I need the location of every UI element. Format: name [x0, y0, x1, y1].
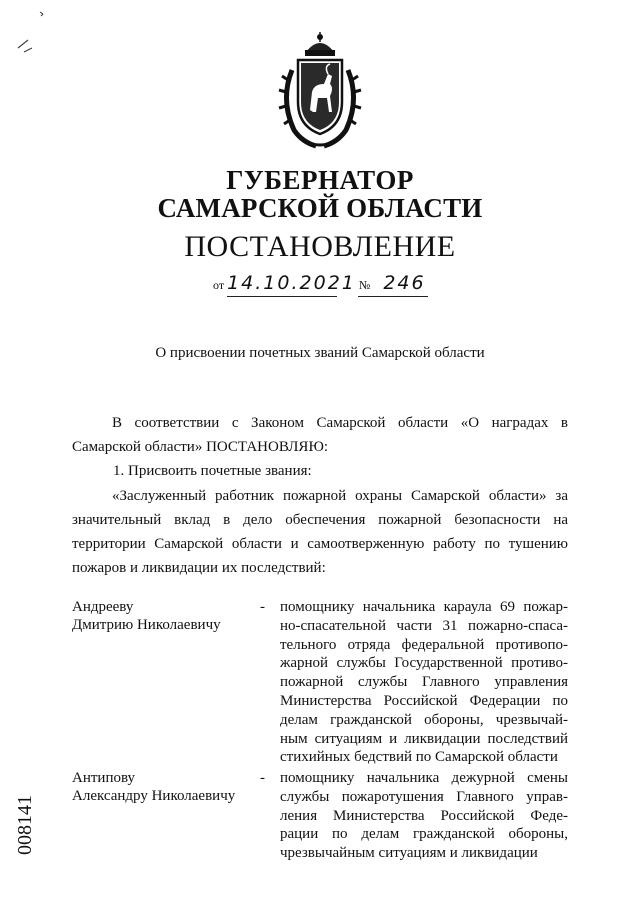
- authority-title-line2: САМАРСКОЙ ОБЛАСТИ: [157, 193, 483, 223]
- awardee-name: [72, 769, 235, 805]
- awardee-given-names: Александру Николаевичу: [72, 788, 236, 804]
- handwritten-date: 14.10.2021: [227, 272, 356, 294]
- entry-dash: -: [260, 599, 265, 615]
- entry-dash: -: [260, 770, 265, 786]
- awardee-name: [72, 598, 221, 634]
- awardee-surname: Андрееву: [72, 599, 134, 615]
- awardee-position: помощнику начальника караула 69 пожар-но-спасательной части 31 пожарно-спаса-тельного отряда федеральной противопо-жарной службы Государственной противо-пожарной службы Главного управления Министерства Российской Федерации по делам гражданской обороны, чрезвычай-ным ситуациям и ликвидации последствий стихийных бедствий по Самарской области: [280, 599, 568, 766]
- date-number-line: [213, 272, 426, 294]
- date-prefix: от: [213, 278, 225, 292]
- preamble-paragraph: В соответствии с Законом Самарской области «О наградах в Самарской области» ПОСТАНОВЛЯЮ:: [72, 415, 568, 455]
- date-underline: [227, 296, 337, 297]
- handwritten-number: 246: [383, 272, 426, 294]
- awardee-surname: Антипову: [72, 770, 136, 786]
- awardee-given-names: Дмитрию Николаевичу: [72, 617, 221, 633]
- item-1-paragraph: 1. Присвоить почетные звания:: [113, 463, 312, 479]
- corner-mark-icon: [10, 8, 50, 58]
- title-description-paragraph: «Заслуженный работник пожарной охраны Самарской области» за значительный вклад в дело обеспечения пожарной безопасности на территории Самарской области и самоотверженную работу по тушению пожаров и ликвидации их последствий:: [72, 488, 568, 576]
- number-underline: [358, 296, 428, 297]
- document-type-title: ПОСТАНОВЛЕНИЕ: [184, 230, 456, 263]
- document-subject: О присвоении почетных званий Самарской области: [155, 345, 485, 361]
- authority-title-line1: ГУБЕРНАТОР: [226, 165, 414, 195]
- awardee-position: помощнику начальника дежурной смены службы пожаротушения Главного управ-ления Министерства Российской Феде-рации по делам гражданской обороны, чрезвычайным ситуациям и ликвидации: [280, 770, 568, 862]
- coat-of-arms-icon: [272, 30, 368, 150]
- side-registration-number: 008141: [14, 795, 36, 855]
- number-prefix: №: [358, 278, 371, 292]
